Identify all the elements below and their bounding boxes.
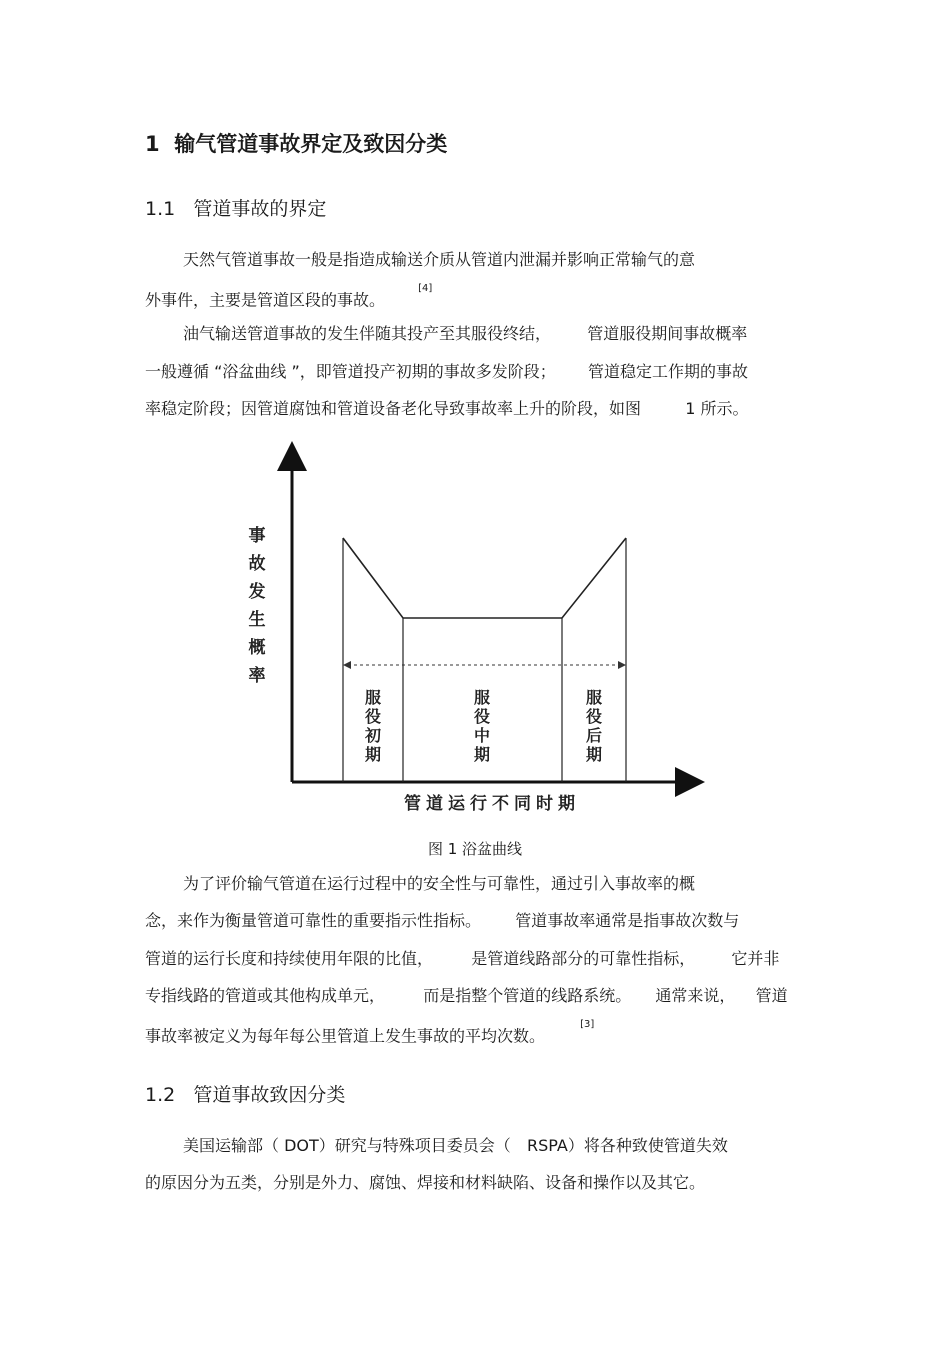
paragraph-text: 管道事故率通常是指事故次数与 (515, 911, 740, 930)
paragraph-line (145, 913, 739, 929)
paragraph-line: 为了评价输气管道在运行过程中的安全性与可靠性，通过引入事故率的概 (183, 874, 696, 893)
citation: [3] (580, 1019, 595, 1030)
phase-char: 役 (585, 707, 603, 726)
subsection-number: 1.1 (145, 198, 176, 220)
paragraph-text: 念，来作为衡量管道可靠性的重要指示性指标。 (145, 911, 482, 930)
paragraph-line: 天然气管道事故一般是指造成输送介质从管道内泄漏并影响正常输气的意 (183, 250, 696, 269)
phase-char: 期 (364, 745, 382, 764)
x-axis-label: 管道运行不同时期 (404, 794, 580, 814)
figure-caption: 图 1 浴盆曲线 (427, 840, 523, 858)
phase-label-middle (473, 688, 491, 764)
y-label-char: 生 (248, 610, 266, 630)
paragraph-text: 外事件，主要是管道区段的事故。 (145, 290, 386, 310)
phase-char: 期 (585, 745, 603, 764)
arrow-right-head (618, 661, 626, 669)
paragraph-line (145, 951, 779, 967)
phase-char: 服 (364, 688, 382, 707)
paragraph-line (183, 1138, 728, 1154)
paragraph-text: 专指线路的管道或其他构成单元， (145, 986, 386, 1005)
paragraph-line: 的原因分为五类，分别是外力、腐蚀、焊接和材料缺陷、设备和操作以及其它。 (145, 1173, 706, 1192)
y-label-char: 发 (248, 582, 266, 602)
phase-char: 服 (473, 688, 491, 707)
phase-char: 役 (473, 707, 491, 726)
paragraph-text: 通常来说， (655, 986, 736, 1005)
paragraph-text: DOT）研究与特殊项目委员会（ (284, 1136, 511, 1155)
phase-char: 后 (585, 726, 603, 745)
section-number: 1 (145, 132, 160, 156)
phase-char: 期 (473, 745, 491, 764)
paragraph-text: 美国运输部（ (183, 1136, 280, 1155)
subsection-title: 管道事故的界定 (193, 198, 327, 220)
paragraph-text: RSPA）将各种致使管道失效 (527, 1136, 728, 1155)
phase-char: 中 (473, 726, 491, 745)
paragraph-line (145, 1019, 595, 1046)
subsection-title: 管道事故致因分类 (193, 1084, 346, 1106)
paragraph-text: 一般遵循 “浴盆曲线 ”，即管道投产初期的事故多发阶段； (145, 362, 556, 381)
section-title: 输气管道事故界定及致因分类 (174, 132, 448, 156)
arrow-left-head (343, 661, 351, 669)
paragraph-line (145, 988, 788, 1004)
paragraph-text: 管道的运行长度和持续使用年限的比值， (145, 949, 434, 968)
phase-char: 初 (364, 726, 382, 745)
phase-label-late (585, 688, 603, 764)
paragraph-text: 油气输送管道事故的发生伴随其投产至其服役终结， (183, 324, 552, 343)
y-label-char: 事 (248, 526, 266, 546)
paragraph-text: 事故率被定义为每年每公里管道上发生事故的平均次数。 (145, 1026, 546, 1046)
paragraph-text: 管道 (755, 986, 788, 1005)
bathtub-curve-line (343, 538, 626, 618)
subsection-heading (145, 1080, 345, 1107)
y-axis-label (248, 525, 266, 686)
y-label-char: 率 (248, 666, 266, 686)
y-label-char: 概 (248, 638, 266, 658)
y-label-char: 故 (248, 554, 266, 574)
paragraph-text: 率稳定阶段；因管道腐蚀和管道设备老化导致事故率上升的阶段，如图 (145, 399, 642, 418)
paragraph-text: 1 所示。 (685, 399, 749, 418)
phase-char: 役 (364, 707, 382, 726)
citation: [4] (418, 283, 433, 294)
phase-label-early (364, 688, 382, 764)
paragraph-text: 管道稳定工作期的事故 (587, 362, 748, 381)
subsection-number: 1.2 (145, 1084, 176, 1106)
phase-char: 服 (585, 688, 603, 707)
paragraph-text: 管道服役期间事故概率 (587, 324, 748, 343)
paragraph-text: 而是指整个管道的线路系统。 (423, 986, 632, 1005)
paragraph-text: 是管道线路部分的可靠性指标， (471, 949, 696, 968)
paragraph-text: 它并非 (731, 949, 780, 968)
